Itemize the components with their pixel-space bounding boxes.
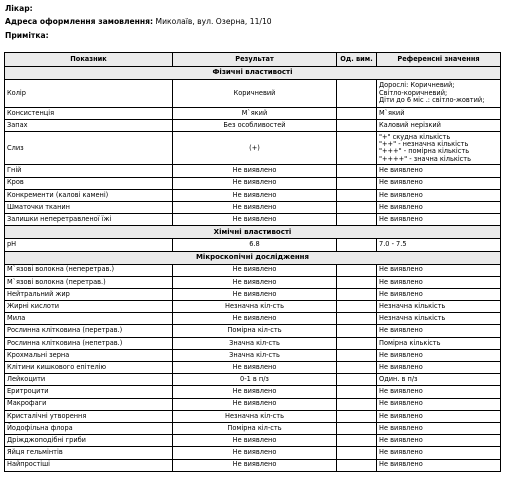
table-row <box>5 422 501 434</box>
reference-value <box>377 459 501 471</box>
indicator-name: Жирні кислоти <box>5 301 173 313</box>
table-row <box>5 214 501 226</box>
indicator-name: Мила <box>5 313 173 325</box>
table-row <box>5 201 501 213</box>
reference-line: "++++" - значна кількість <box>379 154 472 163</box>
indicator-name: Колір <box>5 80 173 108</box>
result-value: Не виявлено <box>173 189 337 201</box>
reference-value <box>377 264 501 276</box>
table-row <box>5 120 501 132</box>
indicator-name: Слиз <box>5 132 173 165</box>
reference-line: Не виявлено <box>379 277 423 286</box>
reference-value <box>377 386 501 398</box>
reference-value <box>377 313 501 325</box>
result-value: Не виявлено <box>173 313 337 325</box>
reference-value <box>377 422 501 434</box>
reference-line: Не виявлено <box>379 387 423 396</box>
table-row <box>5 301 501 313</box>
table-row <box>5 410 501 422</box>
table-row <box>5 459 501 471</box>
reference-value <box>377 447 501 459</box>
column-header-reference: Референсні значення <box>377 53 501 67</box>
reference-line: "+++" - помірна кількість <box>379 147 470 156</box>
section-header-row <box>5 251 501 264</box>
reference-value <box>377 349 501 361</box>
result-value: Незначна кіл-сть <box>173 410 337 422</box>
table-row <box>5 374 501 386</box>
column-header-unit: Од. вим. <box>337 53 377 67</box>
result-value: М`який <box>173 108 337 120</box>
reference-value <box>377 177 501 189</box>
reference-value <box>377 374 501 386</box>
result-value: Не виявлено <box>173 435 337 447</box>
unit-value <box>337 201 377 213</box>
result-value: Не виявлено <box>173 459 337 471</box>
table-row <box>5 276 501 288</box>
reference-line: Не виявлено <box>379 215 423 224</box>
result-value: Не виявлено <box>173 362 337 374</box>
reference-value <box>377 108 501 120</box>
reference-line: М`який <box>379 108 405 117</box>
unit-value <box>337 264 377 276</box>
column-header-indicator: Показник <box>5 53 173 67</box>
section-header-row <box>5 226 501 239</box>
reference-line: Діти до 6 міс .: світло-жовтий; <box>379 96 485 105</box>
reference-value <box>377 276 501 288</box>
address-label: Адреса оформлення замовлення: <box>5 17 154 26</box>
reference-value <box>377 189 501 201</box>
reference-line: Не виявлено <box>379 202 423 211</box>
reference-line: Не виявлено <box>379 289 423 298</box>
reference-value <box>377 80 501 108</box>
reference-line: Не виявлено <box>379 350 423 359</box>
indicator-name: Яйця гельмінтів <box>5 447 173 459</box>
result-value: Без особливостей <box>173 120 337 132</box>
indicator-name: М`язові волокна (перетрав.) <box>5 276 173 288</box>
table-row <box>5 362 501 374</box>
reference-line: Один. в п/з <box>379 375 418 384</box>
unit-value <box>337 362 377 374</box>
reference-line: Не виявлено <box>379 362 423 371</box>
section-title: Фізичні властивості <box>5 67 501 80</box>
indicator-name: Кристалічні утворення <box>5 410 173 422</box>
indicator-name: Кров <box>5 177 173 189</box>
unit-value <box>337 132 377 165</box>
reference-value <box>377 214 501 226</box>
reference-line: Не виявлено <box>379 448 423 457</box>
reference-value <box>377 120 501 132</box>
reference-line: "++" - незначна кількість <box>379 139 469 148</box>
result-value: Незначна кіл-сть <box>173 301 337 313</box>
unit-value <box>337 276 377 288</box>
note-label: Примітка: <box>5 31 49 40</box>
unit-value <box>337 459 377 471</box>
reference-line: Світло-коричневий; <box>379 88 448 97</box>
unit-value <box>337 288 377 300</box>
reference-line: Не виявлено <box>379 326 423 335</box>
table-row <box>5 239 501 251</box>
result-value: Не виявлено <box>173 177 337 189</box>
reference-line: Не виявлено <box>379 166 423 175</box>
result-value: 0-1 в п/з <box>173 374 337 386</box>
reference-line: Каловий нерізкий <box>379 121 441 130</box>
unit-value <box>337 337 377 349</box>
indicator-name: Макрофаги <box>5 398 173 410</box>
unit-value <box>337 301 377 313</box>
table-row <box>5 80 501 108</box>
result-value: Не виявлено <box>173 447 337 459</box>
table-row <box>5 386 501 398</box>
results-table <box>4 52 501 472</box>
table-header-row <box>5 53 501 67</box>
indicator-name: Конкременти (калові камені) <box>5 189 173 201</box>
unit-value <box>337 165 377 177</box>
reference-value <box>377 325 501 337</box>
indicator-name: Найпростіші <box>5 459 173 471</box>
table-row <box>5 108 501 120</box>
unit-value <box>337 189 377 201</box>
unit-value <box>337 239 377 251</box>
column-header-result: Результат <box>173 53 337 67</box>
reference-line: Не виявлено <box>379 460 423 469</box>
result-value: Коричневий <box>173 80 337 108</box>
result-value: Не виявлено <box>173 264 337 276</box>
result-value: Не виявлено <box>173 288 337 300</box>
indicator-name: Еритроцити <box>5 386 173 398</box>
reference-value <box>377 165 501 177</box>
table-row <box>5 325 501 337</box>
result-value: (+) <box>173 132 337 165</box>
reference-line: Не виявлено <box>379 411 423 420</box>
unit-value <box>337 313 377 325</box>
result-value: Не виявлено <box>173 201 337 213</box>
reference-line: "+" скудна кількість <box>379 132 451 141</box>
reference-value <box>377 301 501 313</box>
table-row <box>5 398 501 410</box>
indicator-name: Залишки неперетравленої їжі <box>5 214 173 226</box>
result-value: Помірна кіл-сть <box>173 422 337 434</box>
unit-value <box>337 108 377 120</box>
doctor-line <box>5 4 33 13</box>
result-value: Не виявлено <box>173 398 337 410</box>
result-value: Помірна кіл-сть <box>173 325 337 337</box>
table-row <box>5 177 501 189</box>
address-value: Миколаїв, вул. Озерна, 11/10 <box>155 17 272 26</box>
reference-line: Не виявлено <box>379 178 423 187</box>
reference-value <box>377 288 501 300</box>
doctor-label: Лікар: <box>5 4 33 13</box>
table-row <box>5 447 501 459</box>
indicator-name: Лейкоцити <box>5 374 173 386</box>
unit-value <box>337 120 377 132</box>
reference-value <box>377 337 501 349</box>
unit-value <box>337 386 377 398</box>
note-line <box>5 31 49 40</box>
reference-line: Не виявлено <box>379 190 423 199</box>
indicator-name: Нейтральний жир <box>5 288 173 300</box>
reference-line: Не виявлено <box>379 399 423 408</box>
indicator-name: Крохмальні зерна <box>5 349 173 361</box>
reference-value <box>377 239 501 251</box>
unit-value <box>337 398 377 410</box>
indicator-name: Йодофільна флора <box>5 422 173 434</box>
reference-value <box>377 398 501 410</box>
indicator-name: Дріжджоподібні гриби <box>5 435 173 447</box>
unit-value <box>337 214 377 226</box>
table-row <box>5 349 501 361</box>
reference-line: Незначна кількість <box>379 301 446 310</box>
reference-line: Не виявлено <box>379 436 423 445</box>
table-body <box>5 67 501 472</box>
address-line <box>5 17 272 26</box>
section-header-row <box>5 67 501 80</box>
unit-value <box>337 349 377 361</box>
table-row <box>5 165 501 177</box>
result-value: 6.8 <box>173 239 337 251</box>
result-value: Не виявлено <box>173 276 337 288</box>
table-row <box>5 337 501 349</box>
table-row <box>5 288 501 300</box>
result-value: Значна кіл-сть <box>173 349 337 361</box>
indicator-name: Рослинна клітковина (перетрав.) <box>5 325 173 337</box>
unit-value <box>337 447 377 459</box>
result-value: Не виявлено <box>173 386 337 398</box>
table-row <box>5 313 501 325</box>
table-row <box>5 132 501 165</box>
table-row <box>5 435 501 447</box>
unit-value <box>337 410 377 422</box>
indicator-name: Запах <box>5 120 173 132</box>
section-title: Хімічні властивості <box>5 226 501 239</box>
reference-line: Дорослі: Коричневий; <box>379 81 455 90</box>
table-row <box>5 189 501 201</box>
reference-line: Не виявлено <box>379 265 423 274</box>
unit-value <box>337 374 377 386</box>
unit-value <box>337 80 377 108</box>
reference-value <box>377 132 501 165</box>
unit-value <box>337 422 377 434</box>
indicator-name: М`язові волокна (неперетрав.) <box>5 264 173 276</box>
result-value: Не виявлено <box>173 214 337 226</box>
reference-value <box>377 362 501 374</box>
unit-value <box>337 177 377 189</box>
indicator-name: Клітини кишкового епітелію <box>5 362 173 374</box>
reference-line: Незначна кількість <box>379 314 446 323</box>
reference-line: Помірна кількість <box>379 338 441 347</box>
unit-value <box>337 435 377 447</box>
indicator-name: Рослинна клітковина (непетрав.) <box>5 337 173 349</box>
indicator-name: Шматочки тканин <box>5 201 173 213</box>
indicator-name: Гній <box>5 165 173 177</box>
indicator-name: pH <box>5 239 173 251</box>
reference-value <box>377 435 501 447</box>
reference-value <box>377 201 501 213</box>
section-title: Мікроскопічні дослідження <box>5 251 501 264</box>
result-value: Не виявлено <box>173 165 337 177</box>
reference-line: 7.0 - 7.5 <box>379 240 407 249</box>
indicator-name: Консистенція <box>5 108 173 120</box>
reference-line: Не виявлено <box>379 423 423 432</box>
table-row <box>5 264 501 276</box>
unit-value <box>337 325 377 337</box>
reference-value <box>377 410 501 422</box>
result-value: Значна кіл-сть <box>173 337 337 349</box>
